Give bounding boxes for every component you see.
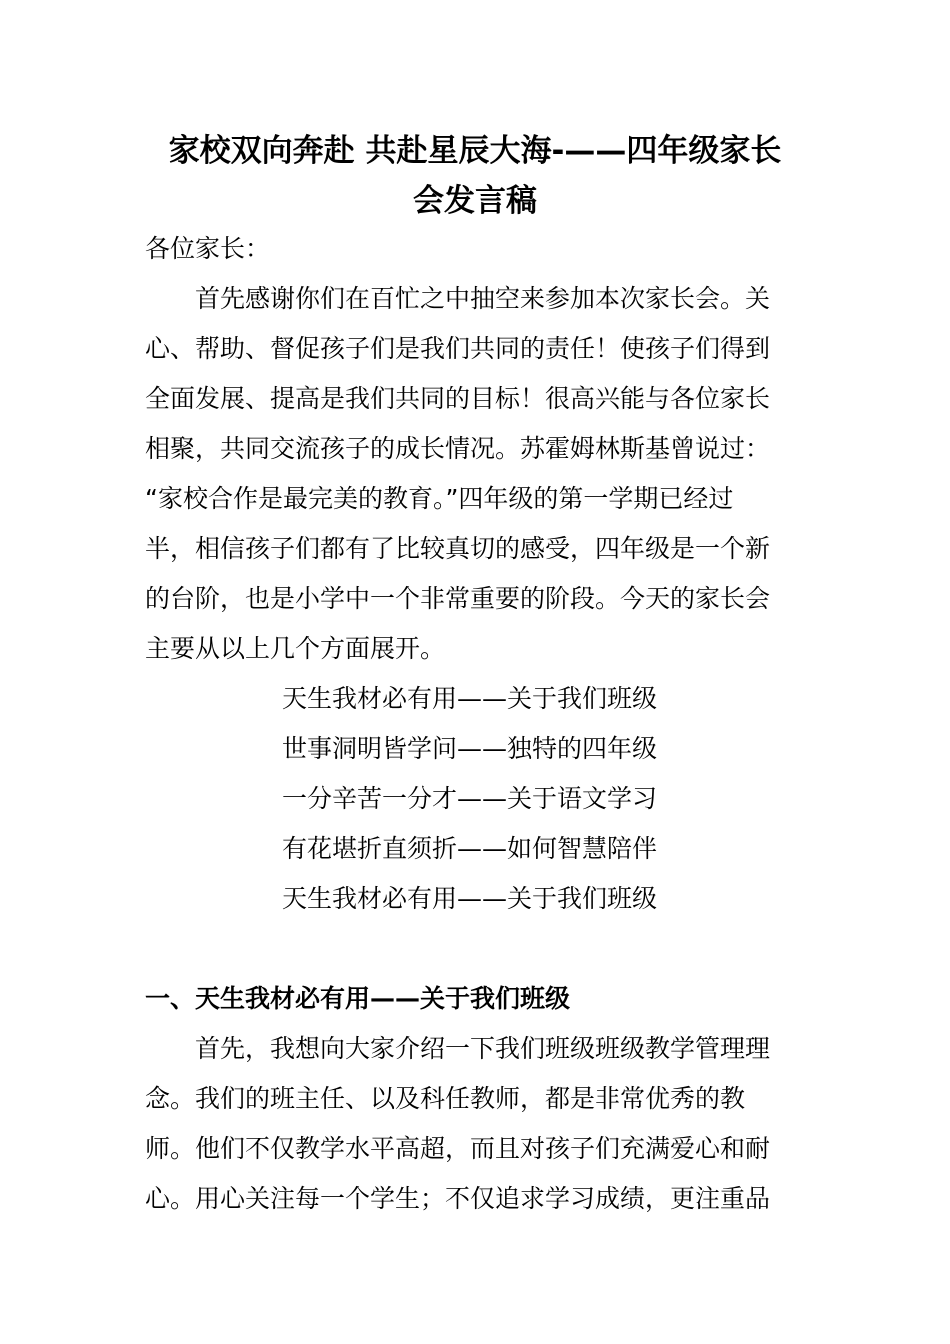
- intro-line: 首先感谢你们在百忙之中抽空来参加本次家长会。关: [195, 284, 771, 313]
- section-line: 师。他们不仅教学水平高超，而且对孩子们充满爱心和耐: [145, 1134, 771, 1163]
- intro-line: 心、帮助、督促孩子们是我们共同的责任！使孩子们得到: [145, 334, 771, 363]
- intro-line: 主要从以上几个方面展开。: [145, 634, 446, 663]
- toc-item: 有花堪折直须折——如何智慧陪伴: [282, 834, 658, 863]
- document-title-line-1: 家校双向奔赴 共赴星辰大海-——四年级家长: [168, 133, 782, 169]
- toc-item: 天生我材必有用——关于我们班级: [282, 684, 658, 713]
- toc-item: 一分辛苦一分才——关于语文学习: [282, 784, 658, 813]
- intro-line: 的台阶，也是小学中一个非常重要的阶段。今天的家长会: [145, 584, 771, 613]
- intro-line: “家校合作是最完美的教育。”四年级的第一学期已经过: [145, 484, 734, 513]
- intro-line: 全面发展、提高是我们共同的目标！很高兴能与各位家长: [145, 384, 771, 413]
- toc-item: 天生我材必有用——关于我们班级: [282, 884, 658, 913]
- intro-line: 半，相信孩子们都有了比较真切的感受，四年级是一个新: [145, 534, 771, 563]
- section-heading: 一、天生我材必有用——关于我们班级: [145, 984, 571, 1013]
- section-line: 念。我们的班主任、以及科任教师，都是非常优秀的教: [145, 1084, 746, 1113]
- intro-line: 相聚，共同交流孩子的成长情况。苏霍姆林斯基曾说过：: [145, 434, 771, 463]
- section-line: 首先，我想向大家介绍一下我们班级班级教学管理理: [195, 1034, 771, 1063]
- section-line: 心。用心关注每一个学生；不仅追求学习成绩，更注重品: [145, 1184, 771, 1213]
- greeting: 各位家长：: [145, 234, 271, 263]
- document-title-line-2: 会发言稿: [413, 183, 537, 219]
- toc-item: 世事洞明皆学问——独特的四年级: [282, 734, 658, 763]
